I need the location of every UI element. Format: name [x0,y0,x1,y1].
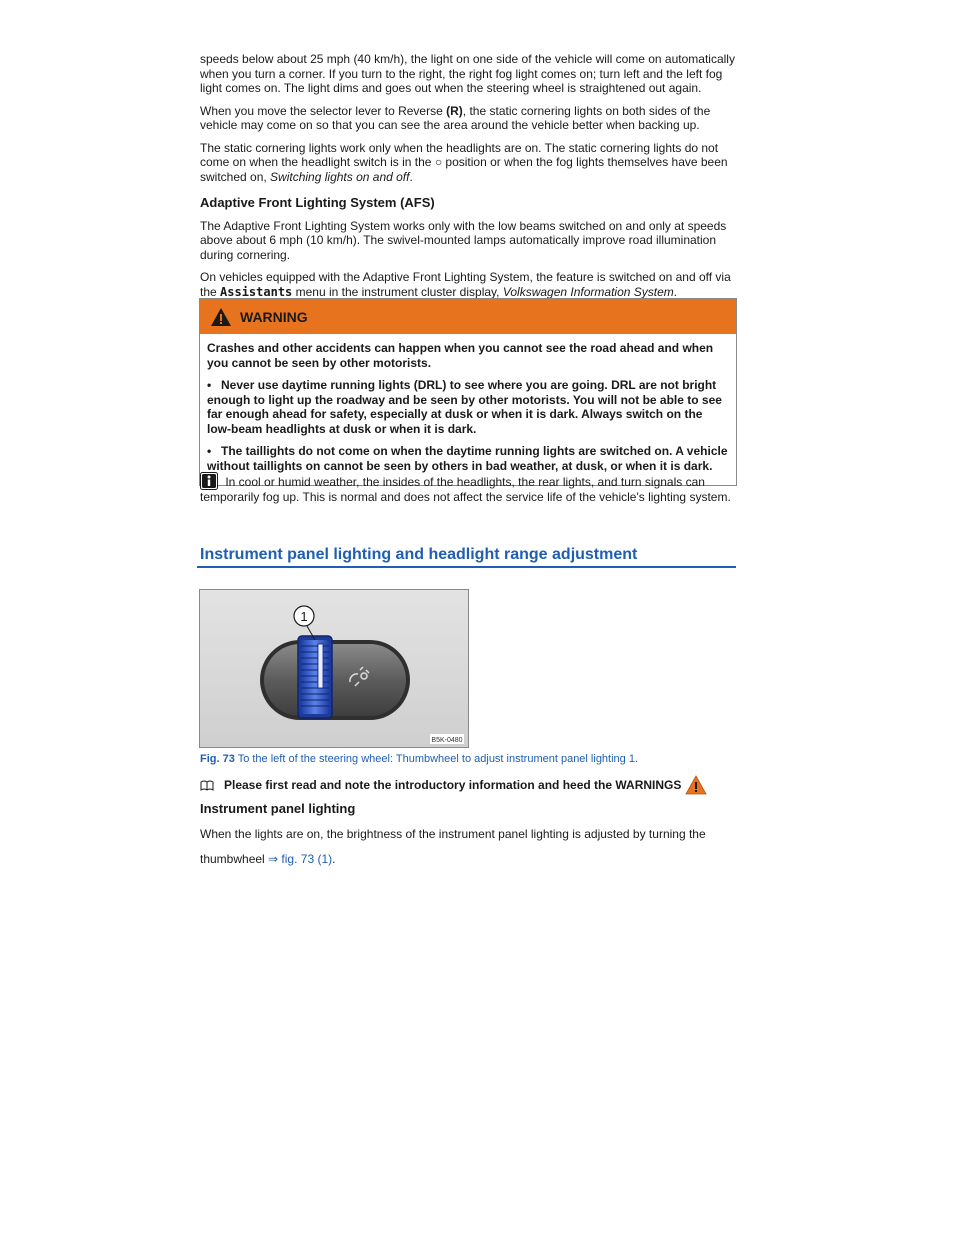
note-text: In cool or humid weather, the insides of the headlights, the rear lights, and turn signals can temporarily fog up. This is normal and does not affect the service life of the vehicle's lighting system. [200,475,731,504]
read-first-line [200,775,707,795]
warning-triangle-icon[interactable] [685,775,707,795]
text: . [673,284,678,299]
paragraph-afs-2 [200,270,736,299]
paragraph-thumbwheel [200,822,736,872]
bullet-text: The taillights do not come on when the daytime running lights are switched on. A vehicle without taillights on cannot be seen by others in bad weather, at dusk, or when it is dark. [207,444,728,473]
reverse-symbol: (R) [446,103,463,118]
text: The static cornering lights work only when the headlights are on. The static cornering lights do not come on when the headlight switch is in the [200,140,719,169]
warning-body [200,334,736,485]
assistants-menu: Assistants [220,284,293,299]
intro-content [200,52,736,307]
afs-heading: Adaptive Front Lighting System (AFS) [200,195,435,210]
warning-title: WARNING [240,308,308,325]
paragraph-afs-1: The Adaptive Front Lighting System works only with the low beams switched on and only at speeds above about 6 mph (10 km/h). The swivel-mounted lamps automatically improve road illumination during cornering. [200,218,727,262]
line: When the lights are on, the brightness of the instrument panel lighting is adjusted by turning the [200,827,706,841]
note [200,472,736,505]
warning-intro: Crashes and other accidents can happen when you cannot see the road ahead and when you cannot be seen by other motorists. [207,341,714,370]
figure-number: Fig. 73 [200,753,235,765]
link-fig-73[interactable]: ⇒ fig. 73 (1) [268,852,333,866]
caption-text: To the left of the steering wheel: Thumbwheel to adjust instrument panel lighting 1. [234,753,639,765]
read-first-text: Please first read and note the introductory information and heed the WARNINGS [224,778,682,792]
book-icon [200,780,214,791]
warning-box [199,298,737,486]
figure-thumbwheel [199,589,469,748]
figure-caption [200,753,638,765]
bullet-text: Never use daytime running lights (DRL) to see where you are going. DRL are not bright enough to light up the roadway and be seen by other motorists. You will not be able to see far enough ahead for safety, especially at dusk or when it is dark. Always switch on the low-beam headlights at dusk or when it is dark. [207,378,722,436]
text: , the static cornering lights on both sides of the vehicle may come on so that you can see the area around the vehicle better when backing up. [200,103,711,132]
text: When you move the selector lever to Reverse [200,103,447,118]
text: . [332,852,336,866]
line [200,847,736,872]
paragraph-static-cornering [200,141,736,185]
warning-bullet [207,444,729,473]
subheading-instrument-panel: Instrument panel lighting [200,801,356,816]
bullet-icon: • [207,378,212,392]
warning-header [200,299,736,334]
text: . [409,169,413,184]
thumbwheel-illustration [200,590,468,747]
figure-code: B5K-0480 [431,737,463,744]
paragraph-reverse [200,104,736,133]
section-title: Instrument panel lighting and headlight range adjustment [200,546,638,563]
text: On vehicles equipped with the Adaptive Front Lighting System, the feature is switched on and off via the [200,270,731,299]
paragraph-cornering: speeds below about 25 mph (40 km/h), the light on one side of the vehicle will come on automatically when you turn a corner. If you turn to the right, the right fog light comes on; turn left and the left fog light comes on. The light dims and goes out when the steering wheel is straightened out again. [200,52,735,95]
section-divider [197,566,736,568]
text: menu in the instrument cluster display, [292,284,503,299]
link-vw-info-system[interactable]: Volkswagen Information System [502,284,674,299]
bullet-icon: • [207,444,212,458]
warning-triangle-icon [210,307,232,327]
text: thumbwheel [200,852,269,866]
warning-bullet [207,378,729,436]
light-off-symbol: ○ [434,155,443,169]
info-note-icon [200,472,218,490]
text: position or when the fog lights themselves have been switched on, [200,155,728,184]
figure-callout-number: 1 [300,609,308,624]
link-switching-lights[interactable]: Switching lights on and off [270,169,410,184]
